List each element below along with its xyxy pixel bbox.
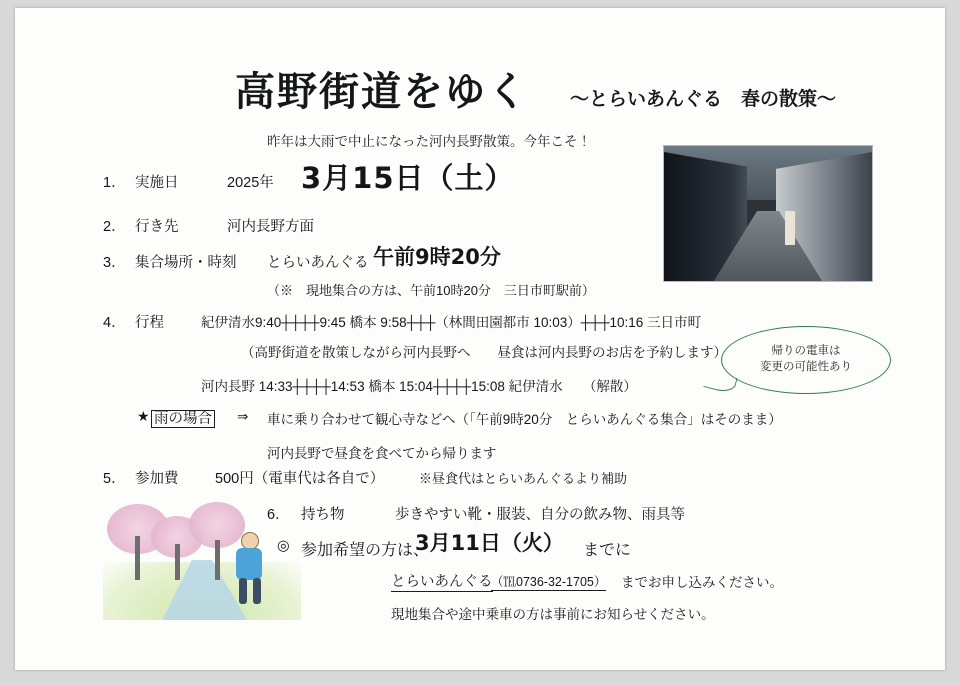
illustration-person-leg [253,578,261,604]
item-6-value: 歩きやすい靴・服装、自分の飲み物、雨具等 [395,507,685,523]
contact-suffix: までお申し込みください。 [621,575,783,590]
item-5-fee: 500円（電車代は各自で） [215,471,385,487]
item-4-mid-note: （高野街道を散策しながら河内長野へ 昼食は河内長野のお店を予約します） [241,345,727,360]
item-5-fee-note: ※昼食代はとらいあんぐるより補助 [419,471,628,486]
item-2-value: 河内長野方面 [227,219,314,235]
item-6-label: 持ち物 [301,507,345,523]
item-1-number: 1． [103,175,126,191]
rain-text-2: 河内長野で昼食を食べてから帰ります [267,446,497,461]
lead-text: 昨年は大雨で中止になった河内長野散策。今年こそ！ [267,134,591,149]
item-3-time: 午前9時20分 [373,245,501,269]
illustration-person-body [236,548,262,580]
item-2-number: 2． [103,219,126,235]
illustration-tree-trunk [135,536,140,580]
rain-marker: ★ [137,408,150,424]
page-subtitle: ～とらいあんぐる 春の散策～ [570,88,837,110]
deadline-date: 3月11日（火） [415,531,564,555]
item-3-place: とらいあんぐる [267,255,369,271]
item-4-return: 河内長野 14:33┼┼┼┼14:53 橋本 15:04┼┼┼┼15:08 紀伊清水 （解散） [201,379,637,394]
illustration-tree-trunk [215,540,220,580]
illustration-tree-trunk [175,544,180,580]
contact-org: とらいあんぐる [391,574,493,590]
item-3-label: 集合場所・時刻 [135,255,237,271]
deadline-prefix: 参加希望の方は、 [301,542,430,559]
flyer-page [15,8,945,670]
item-5-number: 5． [103,471,126,487]
spring-illustration [103,496,301,620]
deadline-suffix: までに [583,542,632,559]
page-title: 高野街道をゆく [235,69,529,115]
item-2-label: 行き先 [135,219,179,235]
footer-note: 現地集合や途中乗車の方は事前にお知らせください。 [391,607,715,622]
item-4-number: 4． [103,315,126,331]
item-1-label: 実施日 [135,175,179,191]
speech-balloon [721,326,891,394]
rain-arrow: ⇒ [237,409,249,424]
photo-sign [785,211,795,245]
item-3-number: 3． [103,255,126,271]
item-1-date: 3月15日（土） [301,161,515,195]
item-3-note: （※ 現地集合の方は、午前10時20分 三日市町駅前） [267,283,595,298]
balloon-line-1: 帰りの電車は [771,345,841,358]
item-5-label: 参加費 [135,471,179,487]
item-6-number: 6． [267,507,290,523]
rain-label: 雨の場合 [151,407,215,428]
item-4-outbound: 紀伊清水9:40┼┼┼┼9:45 橋本 9:58┼┼┼（林間田園都市 10:03）┼┼┼10:16 三日市町 [201,315,702,330]
contact-tel: （℡0736-32-1705） [491,575,607,589]
street-photo [663,145,873,282]
item-4-label: 行程 [135,315,164,331]
illustration-person-leg [239,578,247,604]
rain-text: 車に乗り合わせて観心寺などへ（「午前9時20分 とらいあんぐる集合」はそのまま） [267,412,782,427]
balloon-line-2: 変更の可能性あり [760,361,852,373]
item-1-year: 2025年 [227,175,274,191]
deadline-mark: ◎ [277,538,290,554]
